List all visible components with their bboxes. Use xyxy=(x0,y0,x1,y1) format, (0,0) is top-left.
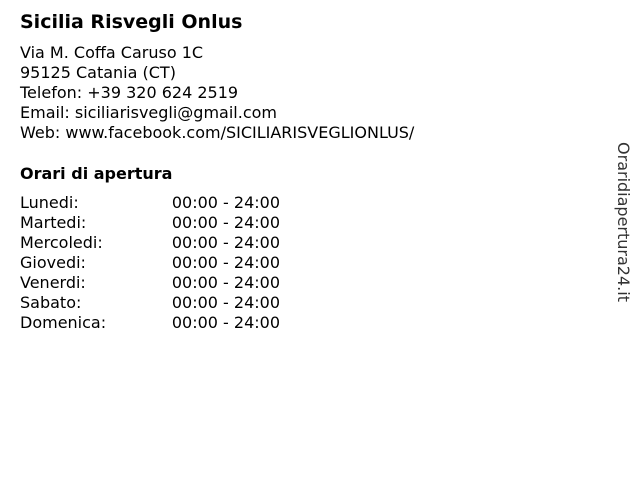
day-label: Martedi: xyxy=(20,213,87,232)
time-range: 00:00 - 24:00 xyxy=(171,253,280,272)
day-label: Giovedi: xyxy=(20,253,86,272)
email-line: Email: siciliarisvegli@gmail.com xyxy=(20,103,277,122)
contact-info xyxy=(20,43,414,143)
opening-hours-heading: Orari di apertura xyxy=(20,164,173,183)
address-street: Via M. Coffa Caruso 1C xyxy=(20,43,204,62)
time-range: 00:00 - 24:00 xyxy=(171,213,280,232)
hours-row-monday xyxy=(20,193,280,213)
hours-row-saturday xyxy=(20,293,280,313)
opening-hours-table xyxy=(20,193,280,333)
time-range: 00:00 - 24:00 xyxy=(171,313,280,332)
day-label: Domenica: xyxy=(20,313,107,332)
address-city: 95125 Catania (CT) xyxy=(20,63,176,82)
hours-row-thursday xyxy=(20,253,280,273)
site-watermark: Oraridiapertura24.it xyxy=(614,142,633,302)
time-range: 00:00 - 24:00 xyxy=(171,293,280,312)
time-range: 00:00 - 24:00 xyxy=(171,273,280,292)
day-label: Sabato: xyxy=(20,293,82,312)
day-label: Venerdi: xyxy=(20,273,86,292)
hours-row-wednesday xyxy=(20,233,280,253)
web-line: Web: www.facebook.com/SICILIARISVEGLIONLUS/ xyxy=(20,123,415,142)
hours-row-sunday xyxy=(20,313,280,333)
hours-row-tuesday xyxy=(20,213,280,233)
time-range: 00:00 - 24:00 xyxy=(171,233,280,252)
hours-row-friday xyxy=(20,273,280,293)
business-name: Sicilia Risvegli Onlus xyxy=(20,11,243,33)
time-range: 00:00 - 24:00 xyxy=(171,193,280,212)
day-label: Mercoledi: xyxy=(20,233,103,252)
phone-line: Telefon: +39 320 624 2519 xyxy=(20,83,239,102)
day-label: Lunedi: xyxy=(20,193,79,212)
